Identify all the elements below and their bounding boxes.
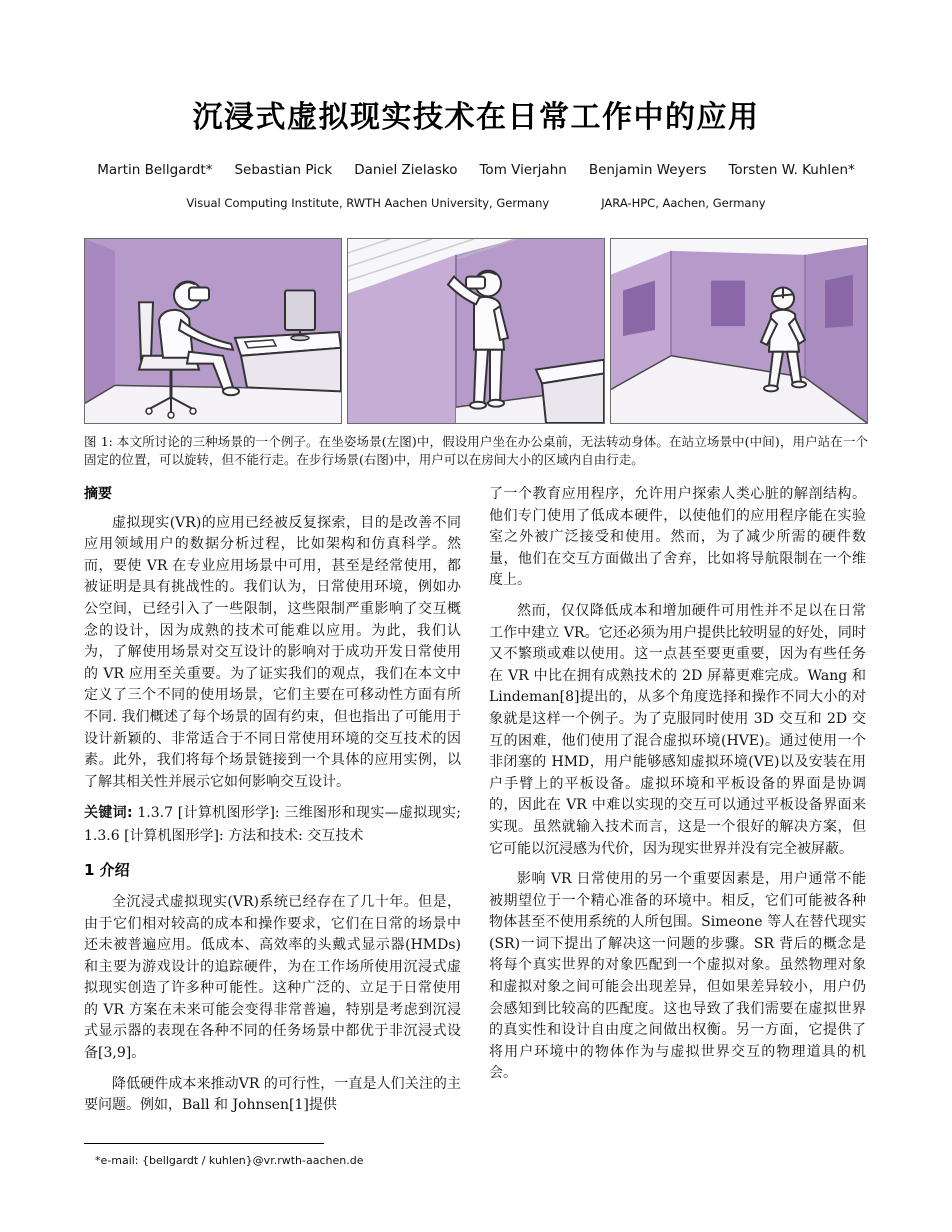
keywords-label: 关键词:	[84, 805, 133, 822]
affiliation-list	[84, 196, 868, 210]
standing-scenario-illustration	[348, 239, 604, 423]
keywords-text: 1.3.7 [计算机图形学]: 三维图形和现实—虚拟现实; 1.3.6 [计算机图形学]: 方法和技术: 交互技术	[84, 805, 461, 845]
affiliation: Visual Computing Institute, RWTH Aachen University, Germany	[186, 196, 550, 210]
author: Benjamin Weyers	[588, 162, 707, 178]
author: Martin Bellgardt*	[97, 162, 213, 178]
author: Torsten W. Kuhlen*	[728, 162, 855, 178]
email-footnote: *e-mail: {bellgardt / kuhlen}@vr.rwth-aachen.de	[95, 1153, 364, 1167]
figure-caption: 图 1: 本文所讨论的三种场景的一个例子。在坐姿场景(左图)中，假设用户坐在办公桌前，无法转动身体。在站立场景中(中间)，用户站在一个固定的位置，可以旋转，但不能行走。在步行场景(右图)中，用户可以在房间大小的区域内自由行走。	[84, 434, 868, 467]
author: Daniel Zielasko	[354, 162, 458, 178]
figure-1	[84, 238, 868, 424]
keywords	[84, 802, 461, 848]
walking-scenario-illustration	[611, 239, 867, 423]
paper-title: 沉浸式虚拟现实技术在日常工作中的应用	[192, 100, 760, 135]
left-column	[84, 484, 461, 1180]
introduction-paragraph-1: 全沉浸式虚拟现实(VR)系统已经存在了几十年。但是，由于它们相对较高的成本和操作要求，它们在日常的场景中还未被普遍应用。低成本、高效率的头戴式显示器(HMDs)和主要为游戏设计的追踪硬件，为在工作场所使用沉浸式虚拟现实创造了许多种可能性。这种广泛的、立足于日常使用的 VR 方案在未来可能会变得非常普遍，特别是考虑到沉浸式显示器的表现在各种不同的任务场景中都优于非沉浸式设备[3,9]。	[84, 893, 461, 1062]
figure-panel-standing-scenario	[347, 238, 605, 424]
figure-panel-walking-scenario	[610, 238, 868, 424]
two-column-body	[84, 484, 868, 1180]
introduction-paragraph-2: 降低硬件成本来推动VR 的可行性，一直是人们关注的主要问题。例如，Ball 和 Johnsen[1]提供	[84, 1075, 461, 1114]
author-list	[84, 162, 868, 178]
abstract-heading: 摘要	[84, 486, 112, 502]
seated-scenario-illustration	[85, 239, 341, 423]
abstract-text: 虚拟现实(VR)的应用已经被反复探索，目的是改善不同应用领域用户的数据分析过程，比如架构和仿真科学。然而，要使 VR 在专业应用场景中可用，甚至是经常使用，都被证明是具有挑战性的。我们认为，日常使用环境，例如办公空间，已经引入了一些限制，这些限制严重影响了交互概念的设计，因为成熟的技术可能难以应用。为此，我们认为，了解使用场景对交互设计的影响对于成功开发日常使用的 VR 应用至关重要。为了证实我们的观点，我们在本文中定义了三个不同的使用场景，它们主要在可移动性方面有所不同. 我们概述了每个场景的固有约束，但也指出了可能用于设计新颖的、非常适合于不同日常使用环境的交互技术的因素。此外，我们将每个场景链接到一个具体的应用实例，以了解其相关性并展示它如何影响交互设计。	[84, 514, 461, 790]
right-column-paragraph-2: 然而，仅仅降低成本和增加硬件可用性并不足以在日常工作中建立 VR。它还必须为用户提供比较明显的好处，同时又不繁琐或难以使用。这一点甚至要更重要，因为有些任务在 VR 中比在拥有成熟技术的 2D 屏幕更难完成。Wang 和 Lindeman[8]提出的，从多个角度选择和操作不同大小的对象就是这样一个例子。为了克服同时使用 3D 交互和 2D 交互的困难，他们使用了混合虚拟环境(HVE)。通过使用一个非闭塞的 HMD，用户能够感知虚拟环境(VE)以及安装在用户手臂上的平板设备。虚拟环境和平板设备的界面是协调的，因此在 VR 中难以实现的交互可以通过平板设备界面来实现。虽然就输入技术而言，这是一个很好的解决方案，但它可能以沉浸感为代价，因为现实世界并没有完全被屏蔽。	[489, 602, 866, 857]
right-column-paragraph-3: 影响 VR 日常使用的另一个重要因素是，用户通常不能被期望位于一个精心准备的环境中。相反，它们可能被各种物体甚至不使用系统的人所包围。Simeone 等人在替代现实(SR)一词下提出了解决这一问题的步骤。SR 背后的概念是将每个真实世界的对象匹配到一个虚拟对象。虽然物理对象和虚拟对象之间可能会出现差异，但如果差异较小，用户仍会感知到比较高的匹配度。这也导致了我们需要在虚拟世界的真实性和设计自由度之间做出权衡。另一方面，它提供了将用户环境中的物体作为与虚拟世界交互的物理道具的机会。	[489, 871, 866, 1082]
figure-panel-seated-scenario	[84, 238, 342, 424]
right-column	[489, 484, 866, 1180]
section-1-heading: 1 介绍	[84, 861, 130, 880]
footnote-block	[84, 1143, 461, 1172]
right-column-paragraph-1: 了一个教育应用程序，允许用户探索人类心脏的解剖结构。他们专门使用了低成本硬件，以使他们的应用程序能在实验室之外被广泛接受和使用。然而，为了减少所需的硬件数量，他们在交互方面做出了舍弃，比如将导航限制在一个维度上。	[489, 486, 866, 589]
affiliation: JARA-HPC, Aachen, Germany	[601, 196, 766, 210]
author: Sebastian Pick	[234, 162, 333, 178]
author: Tom Vierjahn	[479, 162, 567, 178]
